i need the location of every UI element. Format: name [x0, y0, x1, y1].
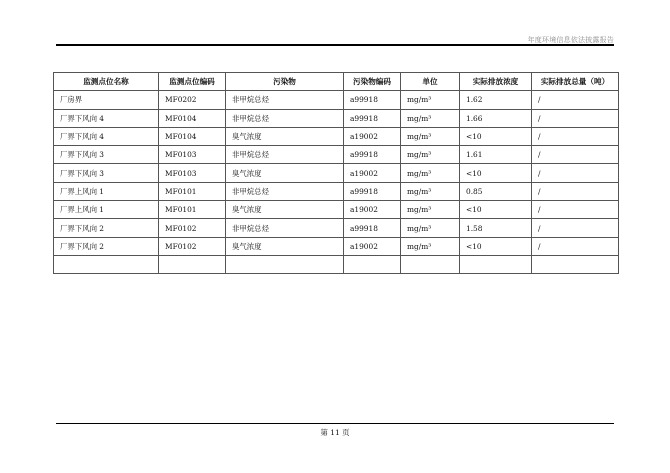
table-cell: a99918: [344, 146, 401, 164]
table-cell: mg/m³: [401, 201, 460, 219]
monitoring-data-table: [53, 72, 619, 274]
table-cell: [159, 255, 226, 273]
table-cell: 厂房界: [54, 91, 159, 109]
table-cell: mg/m³: [401, 109, 460, 127]
table-cell: mg/m³: [401, 127, 460, 145]
table-cell: 非甲烷总烃: [226, 182, 344, 200]
table-row: [54, 219, 619, 237]
table-cell: a19002: [344, 201, 401, 219]
table-cell: /: [532, 91, 619, 109]
table-cell: 厂界下风向 3: [54, 164, 159, 182]
table-cell: mg/m³: [401, 146, 460, 164]
column-header: 单位: [401, 73, 460, 91]
column-header: 监测点位编码: [159, 73, 226, 91]
table-cell: MF0202: [159, 91, 226, 109]
table-cell: [344, 255, 401, 273]
table-cell: 厂界下风向 4: [54, 127, 159, 145]
table-cell: 0.85: [460, 182, 532, 200]
table-cell: [54, 255, 159, 273]
table-cell: /: [532, 164, 619, 182]
table-row: [54, 109, 619, 127]
table-row: [54, 146, 619, 164]
table-cell: [226, 255, 344, 273]
table-cell: /: [532, 146, 619, 164]
table-row: [54, 255, 619, 273]
table-cell: 非甲烷总烃: [226, 91, 344, 109]
table-cell: 臭气浓度: [226, 127, 344, 145]
table-cell: a19002: [344, 237, 401, 255]
table-row: [54, 127, 619, 145]
page-number: 第 11 页: [320, 428, 350, 437]
column-header: 污染物: [226, 73, 344, 91]
table-cell: mg/m³: [401, 182, 460, 200]
table-cell: a99918: [344, 91, 401, 109]
header-divider: [56, 44, 614, 46]
table-cell: /: [532, 182, 619, 200]
table-cell: 厂界上风向 1: [54, 201, 159, 219]
table-cell: 非甲烷总烃: [226, 219, 344, 237]
table-row: [54, 164, 619, 182]
table-cell: 臭气浓度: [226, 201, 344, 219]
table-cell: <10: [460, 201, 532, 219]
table-cell: a19002: [344, 164, 401, 182]
table-cell: /: [532, 127, 619, 145]
table-cell: 厂界上风向 1: [54, 182, 159, 200]
table-row: [54, 201, 619, 219]
table-cell: [460, 255, 532, 273]
table-cell: 1.62: [460, 91, 532, 109]
table-cell: MF0101: [159, 201, 226, 219]
table-cell: mg/m³: [401, 219, 460, 237]
table-cell: 非甲烷总烃: [226, 146, 344, 164]
column-header: 实际排放浓度: [460, 73, 532, 91]
table-cell: MF0104: [159, 127, 226, 145]
table-cell: MF0103: [159, 146, 226, 164]
table-cell: 臭气浓度: [226, 164, 344, 182]
table-cell: a19002: [344, 127, 401, 145]
table-cell: 厂界下风向 3: [54, 146, 159, 164]
table-row: [54, 182, 619, 200]
column-header: 监测点位名称: [54, 73, 159, 91]
table-cell: mg/m³: [401, 164, 460, 182]
table-cell: 1.61: [460, 146, 532, 164]
table-cell: MF0103: [159, 164, 226, 182]
table-cell: /: [532, 201, 619, 219]
report-header-title: 年度环境信息依法披露报告: [527, 36, 614, 44]
table-cell: <10: [460, 127, 532, 145]
table-cell: 厂界下风向 2: [54, 219, 159, 237]
table-row: [54, 237, 619, 255]
table-cell: <10: [460, 164, 532, 182]
column-header: 污染物编码: [344, 73, 401, 91]
table-cell: a99918: [344, 182, 401, 200]
table-cell: 1.58: [460, 219, 532, 237]
table-cell: /: [532, 237, 619, 255]
table-cell: /: [532, 219, 619, 237]
table-row: [54, 91, 619, 109]
table-cell: [532, 255, 619, 273]
table-cell: MF0102: [159, 219, 226, 237]
table-header-row: [54, 73, 619, 91]
table-cell: 1.66: [460, 109, 532, 127]
column-header: 实际排放总量（吨）: [532, 73, 619, 91]
table-cell: /: [532, 109, 619, 127]
table-cell: MF0102: [159, 237, 226, 255]
table-cell: MF0101: [159, 182, 226, 200]
table-cell: 非甲烷总烃: [226, 109, 344, 127]
table-cell: mg/m³: [401, 91, 460, 109]
table-cell: [401, 255, 460, 273]
footer-divider: [56, 423, 614, 424]
table-cell: a99918: [344, 109, 401, 127]
table-cell: MF0104: [159, 109, 226, 127]
table-cell: 厂界下风向 4: [54, 109, 159, 127]
table-cell: a99918: [344, 219, 401, 237]
table-cell: <10: [460, 237, 532, 255]
table-cell: 臭气浓度: [226, 237, 344, 255]
table-cell: mg/m³: [401, 237, 460, 255]
table-cell: 厂界下风向 2: [54, 237, 159, 255]
